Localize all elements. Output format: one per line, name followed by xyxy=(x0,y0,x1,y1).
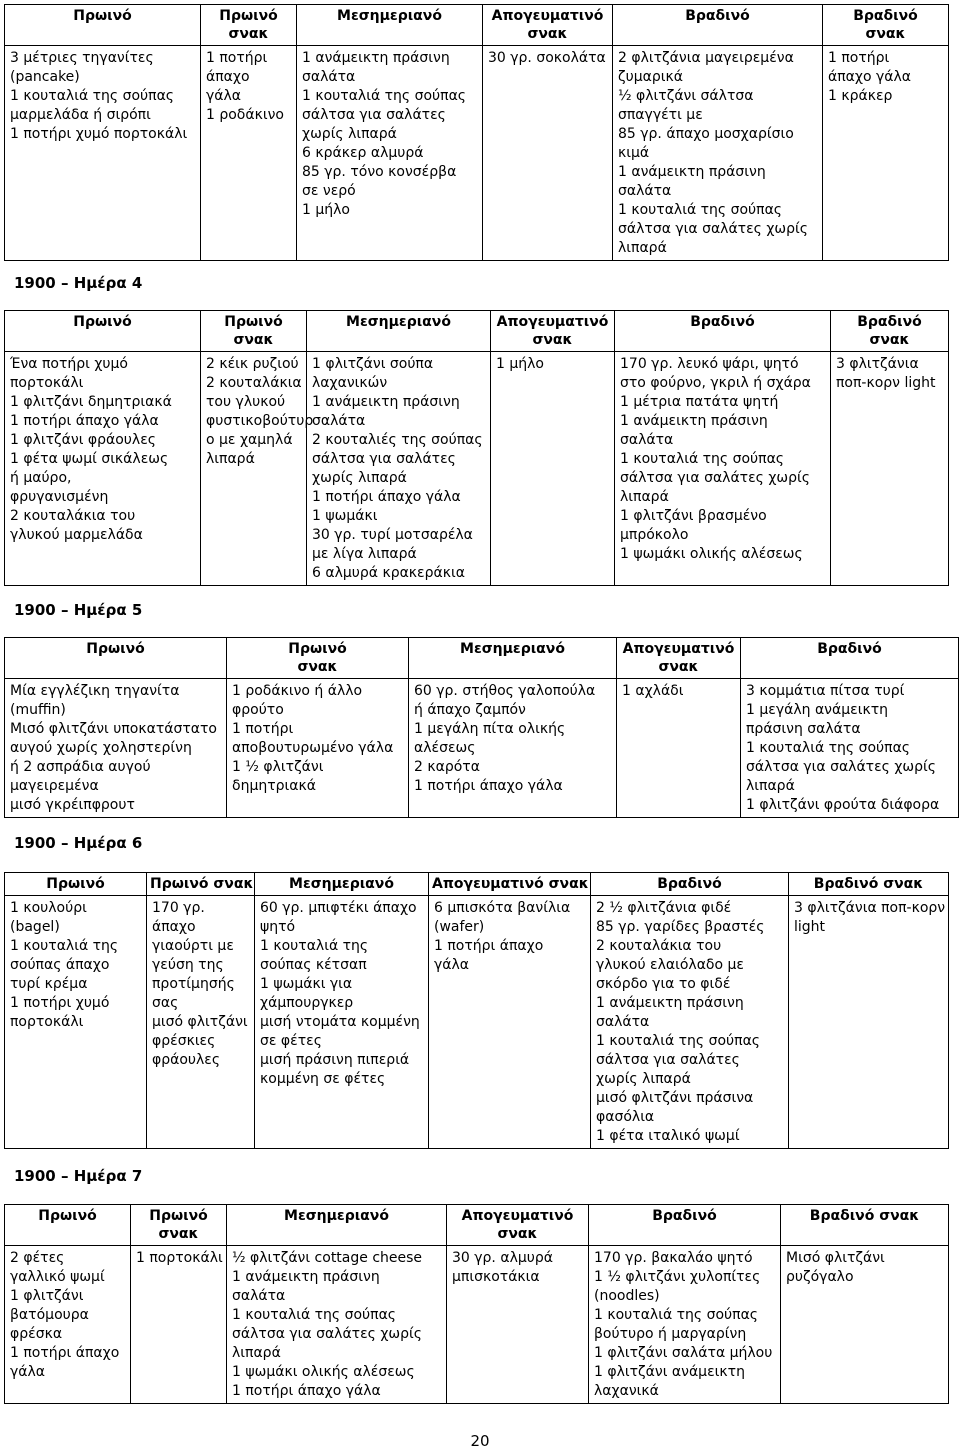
header-line: Μεσημεριανό xyxy=(460,641,565,657)
column-header xyxy=(781,1205,949,1246)
food-item-line: Μισό φλιτζάνι xyxy=(786,1250,885,1266)
food-item-line: λιπαρά xyxy=(746,778,795,794)
food-item-line: σάλτσα για σαλάτες χωρίς xyxy=(232,1326,422,1342)
food-item-line: φρούτο xyxy=(232,702,284,718)
food-item-line: σαλάτα xyxy=(232,1288,286,1304)
food-item-line: σάλτσα για σαλάτες χωρίς xyxy=(620,470,810,486)
food-item-line: σας xyxy=(152,995,179,1011)
meal-cell xyxy=(617,679,741,818)
food-item-line: κομμένη σε φέτες xyxy=(260,1071,386,1087)
food-item-line: 85 γρ. γαρίδες βραστές xyxy=(596,919,765,935)
header-line: Απογευματινό xyxy=(491,8,604,24)
food-item-line: χωρίς λιπαρά xyxy=(312,470,407,486)
meal-table xyxy=(4,1204,949,1404)
meal-cell xyxy=(307,352,491,586)
meal-cell xyxy=(789,896,949,1149)
header-line: Βραδινό xyxy=(690,314,755,330)
food-item-line: γάλα xyxy=(10,1364,46,1380)
food-item-line: λαχανικά xyxy=(594,1383,659,1399)
column-header xyxy=(491,311,615,352)
food-item-line: 1 φλιτζάνι δημητριακά xyxy=(10,394,172,410)
food-item-line: σάλτσα για σαλάτες xyxy=(596,1052,740,1068)
header-line: Βραδινό σνακ xyxy=(809,1208,920,1224)
meal-cell xyxy=(255,896,429,1149)
header-line: σνακ xyxy=(527,26,568,42)
table-row xyxy=(5,679,959,818)
food-item-line: 2 κέικ ρυζιού xyxy=(206,356,299,372)
column-header xyxy=(201,311,307,352)
food-item-line: σάλτσα για σαλάτες χωρίς xyxy=(746,759,936,775)
header-line: Απογευματινό xyxy=(622,641,735,657)
food-item-line: γάλα xyxy=(206,88,242,104)
food-item-line: 1 μέτρια πατάτα ψητή xyxy=(620,394,779,410)
food-item-line: ή άπαχο ζαμπόν xyxy=(414,702,526,718)
food-item-line: γλυκού ελαιόλαδο με xyxy=(596,957,744,973)
food-item-line: ψητό xyxy=(260,919,296,935)
food-item-line: μαγειρεμένα xyxy=(10,778,99,794)
meal-cell xyxy=(5,352,201,586)
food-item-line: φρυγανισμένη xyxy=(10,489,109,505)
column-header xyxy=(227,638,409,679)
food-item-line: 60 γρ. μπιφτέκι άπαχο xyxy=(260,900,417,916)
food-item-line: γαλλικό ψωμί xyxy=(10,1269,105,1285)
food-item-line: 1 ποτήρι άπαχο γάλα xyxy=(312,489,461,505)
column-header xyxy=(447,1205,589,1246)
food-item-line: μισό γκρέιπφρουτ xyxy=(10,797,135,813)
meal-table xyxy=(4,310,949,586)
column-header xyxy=(429,873,591,896)
food-item-line: σαλάτα xyxy=(618,183,672,199)
food-item-line: 1 κουταλιά της σούπας xyxy=(618,202,783,218)
column-header xyxy=(5,5,201,46)
header-line: Πρωινό xyxy=(224,314,283,330)
meal-table xyxy=(4,637,959,818)
food-item-line: 1 ποτήρι άπαχο γάλα xyxy=(414,778,563,794)
food-item-line: 1 ψωμάκι xyxy=(312,508,378,524)
table-row xyxy=(5,46,949,261)
food-item-line: γεύση της xyxy=(152,957,224,973)
header-line: σνακ xyxy=(869,332,910,348)
header-line: Μεσημεριανό xyxy=(289,876,394,892)
food-item-line: 1 κουταλιά της σούπας xyxy=(232,1307,397,1323)
food-item-line: 1 ποτήρι xyxy=(206,50,268,66)
meal-cell xyxy=(131,1246,227,1404)
column-header xyxy=(5,1205,131,1246)
column-header xyxy=(789,873,949,896)
header-line: Απογευματινό xyxy=(496,314,609,330)
food-item-line: 60 γρ. στήθος γαλοπούλα xyxy=(414,683,596,699)
food-item-line: 1 φλιτζάνι σούπα xyxy=(312,356,434,372)
day-heading: 1900 – Ημέρα 5 xyxy=(14,601,143,619)
header-line: Βραδινό xyxy=(652,1208,717,1224)
meal-cell xyxy=(5,896,147,1149)
day-heading: 1900 – Ημέρα 7 xyxy=(14,1167,143,1185)
column-header xyxy=(227,1205,447,1246)
table-row xyxy=(5,1246,949,1404)
food-item-line: 1 ποτήρι χυμό xyxy=(10,995,110,1011)
food-item-line: μπρόκολο xyxy=(620,527,689,543)
food-item-line: 1 κουταλιά της xyxy=(260,938,369,954)
food-item-line: ½ φλιτζάνι cottage cheese xyxy=(232,1250,423,1266)
meal-cell xyxy=(831,352,949,586)
food-item-line: (noodles) xyxy=(594,1288,660,1304)
food-item-line: μισό φλιτζάνι πράσινα xyxy=(596,1090,754,1106)
column-header xyxy=(591,873,789,896)
food-item-line: χωρίς λιπαρά xyxy=(302,126,397,142)
meal-cell xyxy=(409,679,617,818)
food-item-line: μισή πράσινη πιπεριά xyxy=(260,1052,410,1068)
column-header xyxy=(131,1205,227,1246)
food-item-line: σούπας άπαχο xyxy=(10,957,110,973)
food-item-line: γάλα xyxy=(434,957,470,973)
food-item-line: χωρίς λιπαρά xyxy=(596,1071,691,1087)
food-item-line: πράσινη σαλάτα xyxy=(746,721,861,737)
meal-table xyxy=(4,872,949,1149)
food-item-line: 1 κουταλιά της σούπας xyxy=(302,88,467,104)
column-header xyxy=(147,873,255,896)
food-item-line: προτίμησής xyxy=(152,976,235,992)
header-line: Πρωινό xyxy=(73,8,132,24)
meal-cell xyxy=(5,1246,131,1404)
food-item-line: 1 φλιτζάνι σαλάτα μήλου xyxy=(594,1345,773,1361)
food-item-line: 6 κράκερ αλμυρά xyxy=(302,145,424,161)
food-item-line: ο με χαμηλά xyxy=(206,432,293,448)
food-item-line: σαλάτα xyxy=(596,1014,650,1030)
food-item-line: 1 αχλάδι xyxy=(622,683,684,699)
food-item-line: 30 γρ. αλμυρά xyxy=(452,1250,553,1266)
meal-cell xyxy=(591,896,789,1149)
food-item-line: (bagel) xyxy=(10,919,60,935)
header-line: Μεσημεριανό xyxy=(337,8,442,24)
food-item-line: ρυζόγαλο xyxy=(786,1269,854,1285)
header-line: Βραδινό xyxy=(685,8,750,24)
food-item-line: 6 αλμυρά κρακεράκια xyxy=(312,565,465,581)
header-line: Πρωινό xyxy=(46,876,105,892)
food-item-line: 2 φλιτζάνια μαγειρεμένα xyxy=(618,50,794,66)
header-line: σνακ xyxy=(865,26,906,42)
column-header xyxy=(831,311,949,352)
food-item-line: βατόμουρα xyxy=(10,1307,89,1323)
meal-cell xyxy=(823,46,949,261)
food-item-line: 1 ανάμεικτη πράσινη xyxy=(596,995,744,1011)
food-item-line: 1 πορτοκάλι xyxy=(136,1250,223,1266)
food-item-line: Μισό φλιτζάνι υποκατάστατο xyxy=(10,721,217,737)
header-line: Πρωινό xyxy=(219,8,278,24)
header-line: Πρωινό xyxy=(38,1208,97,1224)
food-item-line: λαχανικών xyxy=(312,375,388,391)
food-item-line: 1 ποτήρι χυμό πορτοκάλι xyxy=(10,126,188,142)
food-item-line: 1 ποτήρι xyxy=(232,721,294,737)
food-item-line: 1 κουταλιά της σούπας xyxy=(594,1307,759,1323)
food-item-line: 1 ποτήρι άπαχο xyxy=(434,938,544,954)
food-item-line: φράουλες xyxy=(152,1052,221,1068)
food-item-line: 2 κουταλάκια xyxy=(206,375,302,391)
food-item-line: 3 φλιτζάνια xyxy=(836,356,919,372)
header-line: Μεσημεριανό xyxy=(346,314,451,330)
food-item-line: άπαχο xyxy=(206,69,250,85)
food-item-line: 1 κουταλιά της xyxy=(10,938,119,954)
header-line: Απογευματινό σνακ xyxy=(432,876,589,892)
column-header xyxy=(483,5,613,46)
food-item-line: ή 2 ασπράδια αυγού xyxy=(10,759,151,775)
food-item-line: σάλτσα για σαλάτες xyxy=(302,107,446,123)
food-item-line: 2 κουταλάκια του xyxy=(10,508,136,524)
column-header xyxy=(255,873,429,896)
food-item-line: γλυκού μαρμελάδα xyxy=(10,527,143,543)
food-item-line: του γλυκού xyxy=(206,394,286,410)
header-line: Απογευματινό xyxy=(461,1208,574,1224)
meal-cell xyxy=(5,679,227,818)
food-item-line: φρέσκιες xyxy=(152,1033,216,1049)
food-item-line: (wafer) xyxy=(434,919,485,935)
food-item-line: 1 κουταλιά της σούπας xyxy=(596,1033,761,1049)
food-item-line: αλέσεως xyxy=(414,740,476,756)
meal-cell xyxy=(429,896,591,1149)
header-line: σνακ xyxy=(658,659,699,675)
food-item-line: 1 ποτήρι xyxy=(828,50,890,66)
header-line: Πρωινό xyxy=(149,1208,208,1224)
food-item-line: άπαχο γάλα xyxy=(828,69,912,85)
food-item-line: μισή ντομάτα κομμένη xyxy=(260,1014,420,1030)
food-item-line: σε φέτες xyxy=(260,1033,322,1049)
food-item-line: 1 ανάμεικτη πράσινη xyxy=(302,50,450,66)
food-item-line: 1 μεγάλη πίτα ολικής xyxy=(414,721,566,737)
header-line: σνακ xyxy=(158,1226,199,1242)
meal-cell xyxy=(781,1246,949,1404)
column-header xyxy=(741,638,959,679)
food-item-line: 1 ποτήρι άπαχο γάλα xyxy=(232,1383,381,1399)
header-line: σνακ xyxy=(228,26,269,42)
food-item-line: με λίγα λιπαρά xyxy=(312,546,417,562)
food-item-line: 3 μέτριες τηγανίτες xyxy=(10,50,154,66)
header-line: Πρωινό xyxy=(86,641,145,657)
food-item-line: 2 ½ φλιτζάνια φιδέ xyxy=(596,900,732,916)
food-item-line: 170 γρ. xyxy=(152,900,205,916)
header-row xyxy=(5,5,949,46)
header-line: Βραδινό σνακ xyxy=(813,876,924,892)
food-item-line: φασόλια xyxy=(596,1109,655,1125)
food-item-line: 6 μπισκότα βανίλια xyxy=(434,900,571,916)
food-item-line: 2 κουταλάκια του xyxy=(596,938,722,954)
food-item-line: 1 ροδάκινο xyxy=(206,107,284,123)
meal-cell xyxy=(5,46,201,261)
food-item-line: σάλτσα για σαλάτες xyxy=(312,451,456,467)
food-item-line: λιπαρά xyxy=(620,489,669,505)
food-item-line: σαλάτα xyxy=(620,432,674,448)
food-item-line: μπισκοτάκια xyxy=(452,1269,540,1285)
meal-cell xyxy=(741,679,959,818)
food-item-line: 1 μεγάλη ανάμεικτη xyxy=(746,702,888,718)
food-item-line: 3 φλιτζάνια ποπ-κορν xyxy=(794,900,946,916)
food-item-line: 1 ψωμάκι ολικής αλέσεως xyxy=(232,1364,415,1380)
food-item-line: σαλάτα xyxy=(302,69,356,85)
column-header xyxy=(297,5,483,46)
column-header xyxy=(409,638,617,679)
column-header xyxy=(615,311,831,352)
meal-cell xyxy=(201,352,314,586)
table-row xyxy=(5,896,949,1149)
meal-cell xyxy=(613,46,823,261)
food-item-line: Ένα ποτήρι χυμό xyxy=(10,356,128,372)
food-item-line: στο φούρνο, γκριλ ή σχάρα xyxy=(620,375,811,391)
food-item-line: 1 φλιτζάνι xyxy=(10,1288,84,1304)
food-item-line: 1 ανάμεικτη πράσινη xyxy=(312,394,460,410)
food-item-line: 85 γρ. άπαχο μοσχαρίσιο xyxy=(618,126,794,142)
header-line: σνακ xyxy=(297,659,338,675)
food-item-line: λιπαρά xyxy=(206,451,255,467)
food-item-line: 1 ποτήρι άπαχο γάλα xyxy=(10,413,159,429)
column-header xyxy=(307,311,491,352)
meal-cell xyxy=(491,352,615,586)
food-item-line: λιπαρά xyxy=(618,240,667,256)
header-line: Βραδινό xyxy=(657,876,722,892)
header-row xyxy=(5,311,949,352)
meal-cell xyxy=(227,679,409,818)
header-line: Πρωινό xyxy=(288,641,347,657)
food-item-line: 85 γρ. τόνο κονσέρβα xyxy=(302,164,457,180)
meal-table xyxy=(4,4,949,261)
food-item-line: σπαγγέτι με xyxy=(618,107,703,123)
food-item-line: 1 ½ φλιτζάνι χυλοπίτες xyxy=(594,1269,761,1285)
column-header xyxy=(589,1205,781,1246)
food-item-line: 170 γρ. λευκό ψάρι, ψητό xyxy=(620,356,799,372)
food-item-line: σκόρδο για το φιδέ xyxy=(596,976,731,992)
food-item-line: 1 φέτα ψωμί σικάλεως xyxy=(10,451,169,467)
food-item-line: μαρμελάδα ή σιρόπι xyxy=(10,107,151,123)
meal-cell xyxy=(297,46,483,261)
food-item-line: 1 κράκερ xyxy=(828,88,893,104)
food-item-line: σούπας κέτσαπ xyxy=(260,957,367,973)
food-item-line: 2 φέτες xyxy=(10,1250,65,1266)
meal-cell xyxy=(447,1246,589,1404)
food-item-line: σαλάτα xyxy=(312,413,366,429)
column-header xyxy=(5,638,227,679)
food-item-line: άπαχο xyxy=(152,919,196,935)
food-item-line: ½ φλιτζάνι σάλτσα xyxy=(618,88,754,104)
food-item-line: χάμπουργκερ xyxy=(260,995,354,1011)
header-line: Βραδινό xyxy=(817,641,882,657)
food-item-line: 1 ψωμάκι για xyxy=(260,976,353,992)
food-item-line: 30 γρ. σοκολάτα xyxy=(488,50,606,66)
food-item-line: αποβουτυρωμένο γάλα xyxy=(232,740,394,756)
column-header xyxy=(5,311,201,352)
food-item-line: γιαούρτι με xyxy=(152,938,234,954)
food-item-line: 1 κουλούρι xyxy=(10,900,87,916)
page-number: 20 xyxy=(470,1432,490,1450)
food-item-line: 30 γρ. τυρί μοτσαρέλα xyxy=(312,527,473,543)
food-item-line: πορτοκάλι xyxy=(10,375,84,391)
header-row xyxy=(5,873,949,896)
food-item-line: φρέσκα xyxy=(10,1326,63,1342)
food-item-line: 1 ½ φλιτζάνι xyxy=(232,759,324,775)
food-item-line: σε νερό xyxy=(302,183,356,199)
food-item-line: 1 φλιτζάνι φράουλες xyxy=(10,432,156,448)
food-item-line: 1 ποτήρι άπαχο xyxy=(10,1345,120,1361)
food-item-line: κιμά xyxy=(618,145,650,161)
header-line: Πρωινό xyxy=(73,314,132,330)
food-item-line: αυγού χωρίς χοληστερίνη xyxy=(10,740,192,756)
food-item-line: 1 φλιτζάνι ανάμεικτη xyxy=(594,1364,745,1380)
food-item-line: (pancake) xyxy=(10,69,80,85)
header-row xyxy=(5,638,959,679)
food-item-line: ποπ-κορν light xyxy=(836,375,936,391)
food-item-line: 2 καρότα xyxy=(414,759,480,775)
food-item-line: 1 κουταλιά της σούπας xyxy=(10,88,175,104)
food-item-line: (muffin) xyxy=(10,702,66,718)
day-heading: 1900 – Ημέρα 4 xyxy=(14,274,143,292)
food-item-line: μισό φλιτζάνι xyxy=(152,1014,248,1030)
food-item-line: 1 μήλο xyxy=(302,202,350,218)
meal-cell xyxy=(227,1246,447,1404)
meal-cell xyxy=(589,1246,781,1404)
food-item-line: 2 κουταλιές της σούπας xyxy=(312,432,483,448)
meal-cell xyxy=(483,46,613,261)
column-header xyxy=(823,5,949,46)
header-line: σνακ xyxy=(497,1226,538,1242)
header-line: Μεσημεριανό xyxy=(284,1208,389,1224)
meal-cell xyxy=(147,896,255,1149)
food-item-line: πορτοκάλι xyxy=(10,1014,84,1030)
food-item-line: 1 μήλο xyxy=(496,356,544,372)
food-item-line: 1 φλιτζάνι βρασμένο xyxy=(620,508,767,524)
food-item-line: 1 ροδάκινο ή άλλο xyxy=(232,683,363,699)
column-header xyxy=(201,5,297,46)
column-header xyxy=(5,873,147,896)
header-line: Βραδινό xyxy=(853,8,918,24)
food-item-line: 170 γρ. βακαλάο ψητό xyxy=(594,1250,753,1266)
table-row xyxy=(5,352,949,586)
meal-cell xyxy=(615,352,831,586)
food-item-line: λιπαρά xyxy=(232,1345,281,1361)
food-item-line: σάλτσα για σαλάτες χωρίς xyxy=(618,221,808,237)
header-line: σνακ xyxy=(532,332,573,348)
food-item-line: 1 ανάμεικτη πράσινη xyxy=(232,1269,380,1285)
food-item-line: ζυμαρικά xyxy=(618,69,683,85)
food-item-line: light xyxy=(794,919,826,935)
header-line: Βραδινό xyxy=(857,314,922,330)
food-item-line: 1 ανάμεικτη πράσινη xyxy=(618,164,766,180)
food-item-line: δημητριακά xyxy=(232,778,316,794)
food-item-line: 1 φλιτζάνι φρούτα διάφορα xyxy=(746,797,940,813)
food-item-line: βούτυρο ή μαργαρίνη xyxy=(594,1326,747,1342)
food-item-line: 1 κουταλιά της σούπας xyxy=(620,451,785,467)
header-line: σνακ xyxy=(233,332,274,348)
food-item-line: ή μαύρο, xyxy=(10,470,72,486)
food-item-line: 1 ψωμάκι ολικής αλέσεως xyxy=(620,546,803,562)
day-heading: 1900 – Ημέρα 6 xyxy=(14,834,143,852)
header-row xyxy=(5,1205,949,1246)
column-header xyxy=(617,638,741,679)
header-line: Πρωινό σνακ xyxy=(150,876,254,892)
food-item-line: Μία εγγλέζικη τηγανίτα xyxy=(10,683,180,699)
column-header xyxy=(613,5,823,46)
food-item-line: 3 κομμάτια πίτσα τυρί xyxy=(746,683,905,699)
meal-cell xyxy=(201,46,297,261)
food-item-line: φυστικοβούτυρ xyxy=(206,413,314,429)
food-item-line: τυρί κρέμα xyxy=(10,976,88,992)
food-item-line: 1 κουταλιά της σούπας xyxy=(746,740,911,756)
food-item-line: 1 φέτα ιταλικό ψωμί xyxy=(596,1128,740,1144)
food-item-line: 1 ανάμεικτη πράσινη xyxy=(620,413,768,429)
